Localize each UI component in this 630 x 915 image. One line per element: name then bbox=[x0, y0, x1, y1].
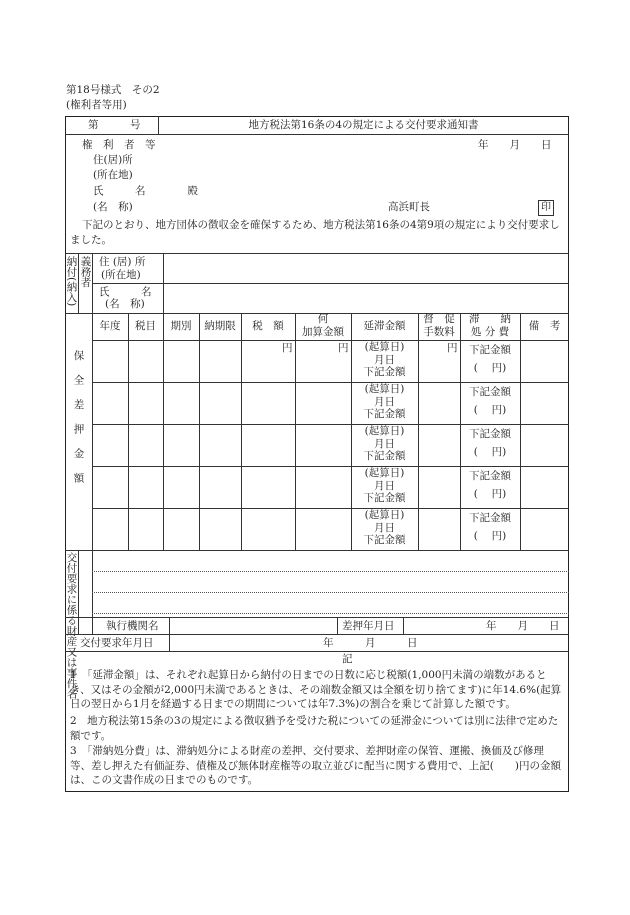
delay-cell-line: 月日 bbox=[374, 521, 395, 534]
form-subtitle: (権利者等用) bbox=[66, 99, 127, 111]
col-remarks: 備 考 bbox=[528, 320, 561, 332]
col-fee-1: 督 促 bbox=[423, 313, 455, 325]
cost-cell-line: ( 円) bbox=[473, 488, 507, 500]
col-cost-1: 滞 納 bbox=[469, 313, 511, 325]
delay-cell-line: 月日 bbox=[374, 437, 395, 450]
note-3: 3 「滞納処分費」は、滞納処分による財産の差押、交付要求、差押財産の保管、運搬、換価及び修理等、差し押えた有価証券、債権及び無体財産権等の取立並びに配当に関する費用で、上記( )円の金額は、この文書作成の日までのものです。 bbox=[70, 745, 561, 786]
col-cost-2: 処 分 費 bbox=[470, 326, 510, 338]
col-period: 期別 bbox=[170, 320, 192, 332]
cost-cell-line: 下記金額 bbox=[469, 386, 511, 398]
taxpayer-side-label-1: 納付(納入) bbox=[65, 256, 78, 307]
note-2: 2 地方税法第15条の3の規定による徴収猶予を受けた税についての延滞金については別に法律で定めた額です。 bbox=[70, 715, 559, 742]
tax-amount-unit: 円 bbox=[282, 342, 293, 354]
cost-cell-line: ( 円) bbox=[473, 404, 507, 416]
fee-unit: 円 bbox=[447, 342, 458, 354]
title-label: (名 称) bbox=[93, 201, 133, 213]
seizure-amount-side-label: 保全差押金額 bbox=[72, 350, 85, 497]
delay-cell-line: 月日 bbox=[374, 353, 395, 366]
delay-cell-line: 月日 bbox=[374, 479, 395, 492]
agency-label: 執行機関名 bbox=[106, 620, 159, 632]
col-additional-1: 何 bbox=[317, 313, 329, 325]
number-label: 第 号 bbox=[88, 119, 141, 131]
cost-cell-line: 下記金額 bbox=[469, 512, 511, 524]
form-number: 第18号様式 その2 bbox=[66, 84, 160, 96]
col-additional-2: 加算金額 bbox=[302, 326, 344, 338]
cost-cell-line: ( 円) bbox=[473, 362, 507, 374]
col-tax-item: 税目 bbox=[135, 320, 156, 332]
request-date: 年 月 日 bbox=[323, 637, 418, 649]
cost-cell-line: ( 円) bbox=[473, 446, 507, 458]
delay-cell-line: (起算日) bbox=[364, 383, 405, 395]
name-label: 氏 名 殿 bbox=[93, 185, 198, 197]
cost-cell-line: 下記金額 bbox=[469, 344, 511, 356]
intro-text: 下記のとおり、地方団体の徴収金を確保するため、地方税法第16条の4第9項の規定により交付要求しました。 bbox=[70, 219, 560, 246]
delay-cell-line: (起算日) bbox=[364, 467, 405, 479]
taxpayer-name-label: 氏 名 bbox=[99, 286, 152, 298]
property-side-label-1: 交付要求に係る財産又は事件名 bbox=[65, 552, 78, 699]
seizure-date: 年 月 日 bbox=[486, 620, 560, 632]
sender-name: 高浜町長 bbox=[388, 201, 430, 213]
location-label: (所在地) bbox=[93, 169, 133, 181]
cost-cell-line: 下記金額 bbox=[469, 470, 511, 482]
document-title: 地方税法第16条の4の規定による交付要求通知書 bbox=[248, 119, 479, 131]
taxpayer-address-label: 住 (居) 所 bbox=[99, 256, 146, 268]
note-1: 1 「延滞金額」は、それぞれ起算日から納付の日までの日数に応じ税額(1,000円未満の端数があるとき、又はその金額が2,000円未満であるときは、その端数金額又は全額を切り捨てます)に年14.6%(起算日の翌日から1月を経過する日までの期間については年7.3%)の割合を乗じて計算した額です。 bbox=[70, 669, 562, 710]
request-date-label: 交付要求年月日 bbox=[80, 637, 154, 649]
cost-cell-line: 下記金額 bbox=[469, 428, 511, 440]
issue-date: 年 月 日 bbox=[478, 139, 552, 151]
delay-cell-line: 下記金額 bbox=[363, 450, 406, 462]
taxpayer-location-label: (所在地) bbox=[101, 269, 141, 281]
delay-cell-line: (起算日) bbox=[364, 425, 405, 437]
col-delay: 延滞金額 bbox=[363, 320, 406, 332]
taxpayer-side-label-2: 義務者 bbox=[79, 256, 92, 288]
delay-cell-line: (起算日) bbox=[364, 341, 405, 353]
address-label: 住(居)所 bbox=[93, 154, 133, 166]
delay-cell-line: 月日 bbox=[374, 395, 395, 408]
additional-amount-unit: 円 bbox=[338, 342, 349, 354]
col-due-date: 納期限 bbox=[204, 320, 236, 332]
seal-mark: 印 bbox=[538, 200, 554, 216]
seizure-date-label: 差押年月日 bbox=[342, 620, 395, 632]
col-tax-amount: 税 額 bbox=[252, 320, 284, 332]
col-year: 年度 bbox=[99, 320, 121, 332]
delay-cell-line: 下記金額 bbox=[363, 534, 406, 546]
notes-title: 記 bbox=[342, 653, 353, 665]
cost-cell-line: ( 円) bbox=[473, 530, 507, 542]
delay-cell-line: 下記金額 bbox=[363, 366, 406, 378]
rights-holder-label: 権 利 者 等 bbox=[82, 139, 156, 151]
delay-cell-line: 下記金額 bbox=[363, 408, 406, 420]
col-fee-2: 手数料 bbox=[423, 326, 455, 338]
taxpayer-title-label: (名 称) bbox=[105, 298, 145, 310]
delay-cell-line: (起算日) bbox=[364, 509, 405, 521]
delay-cell-line: 下記金額 bbox=[363, 492, 406, 504]
